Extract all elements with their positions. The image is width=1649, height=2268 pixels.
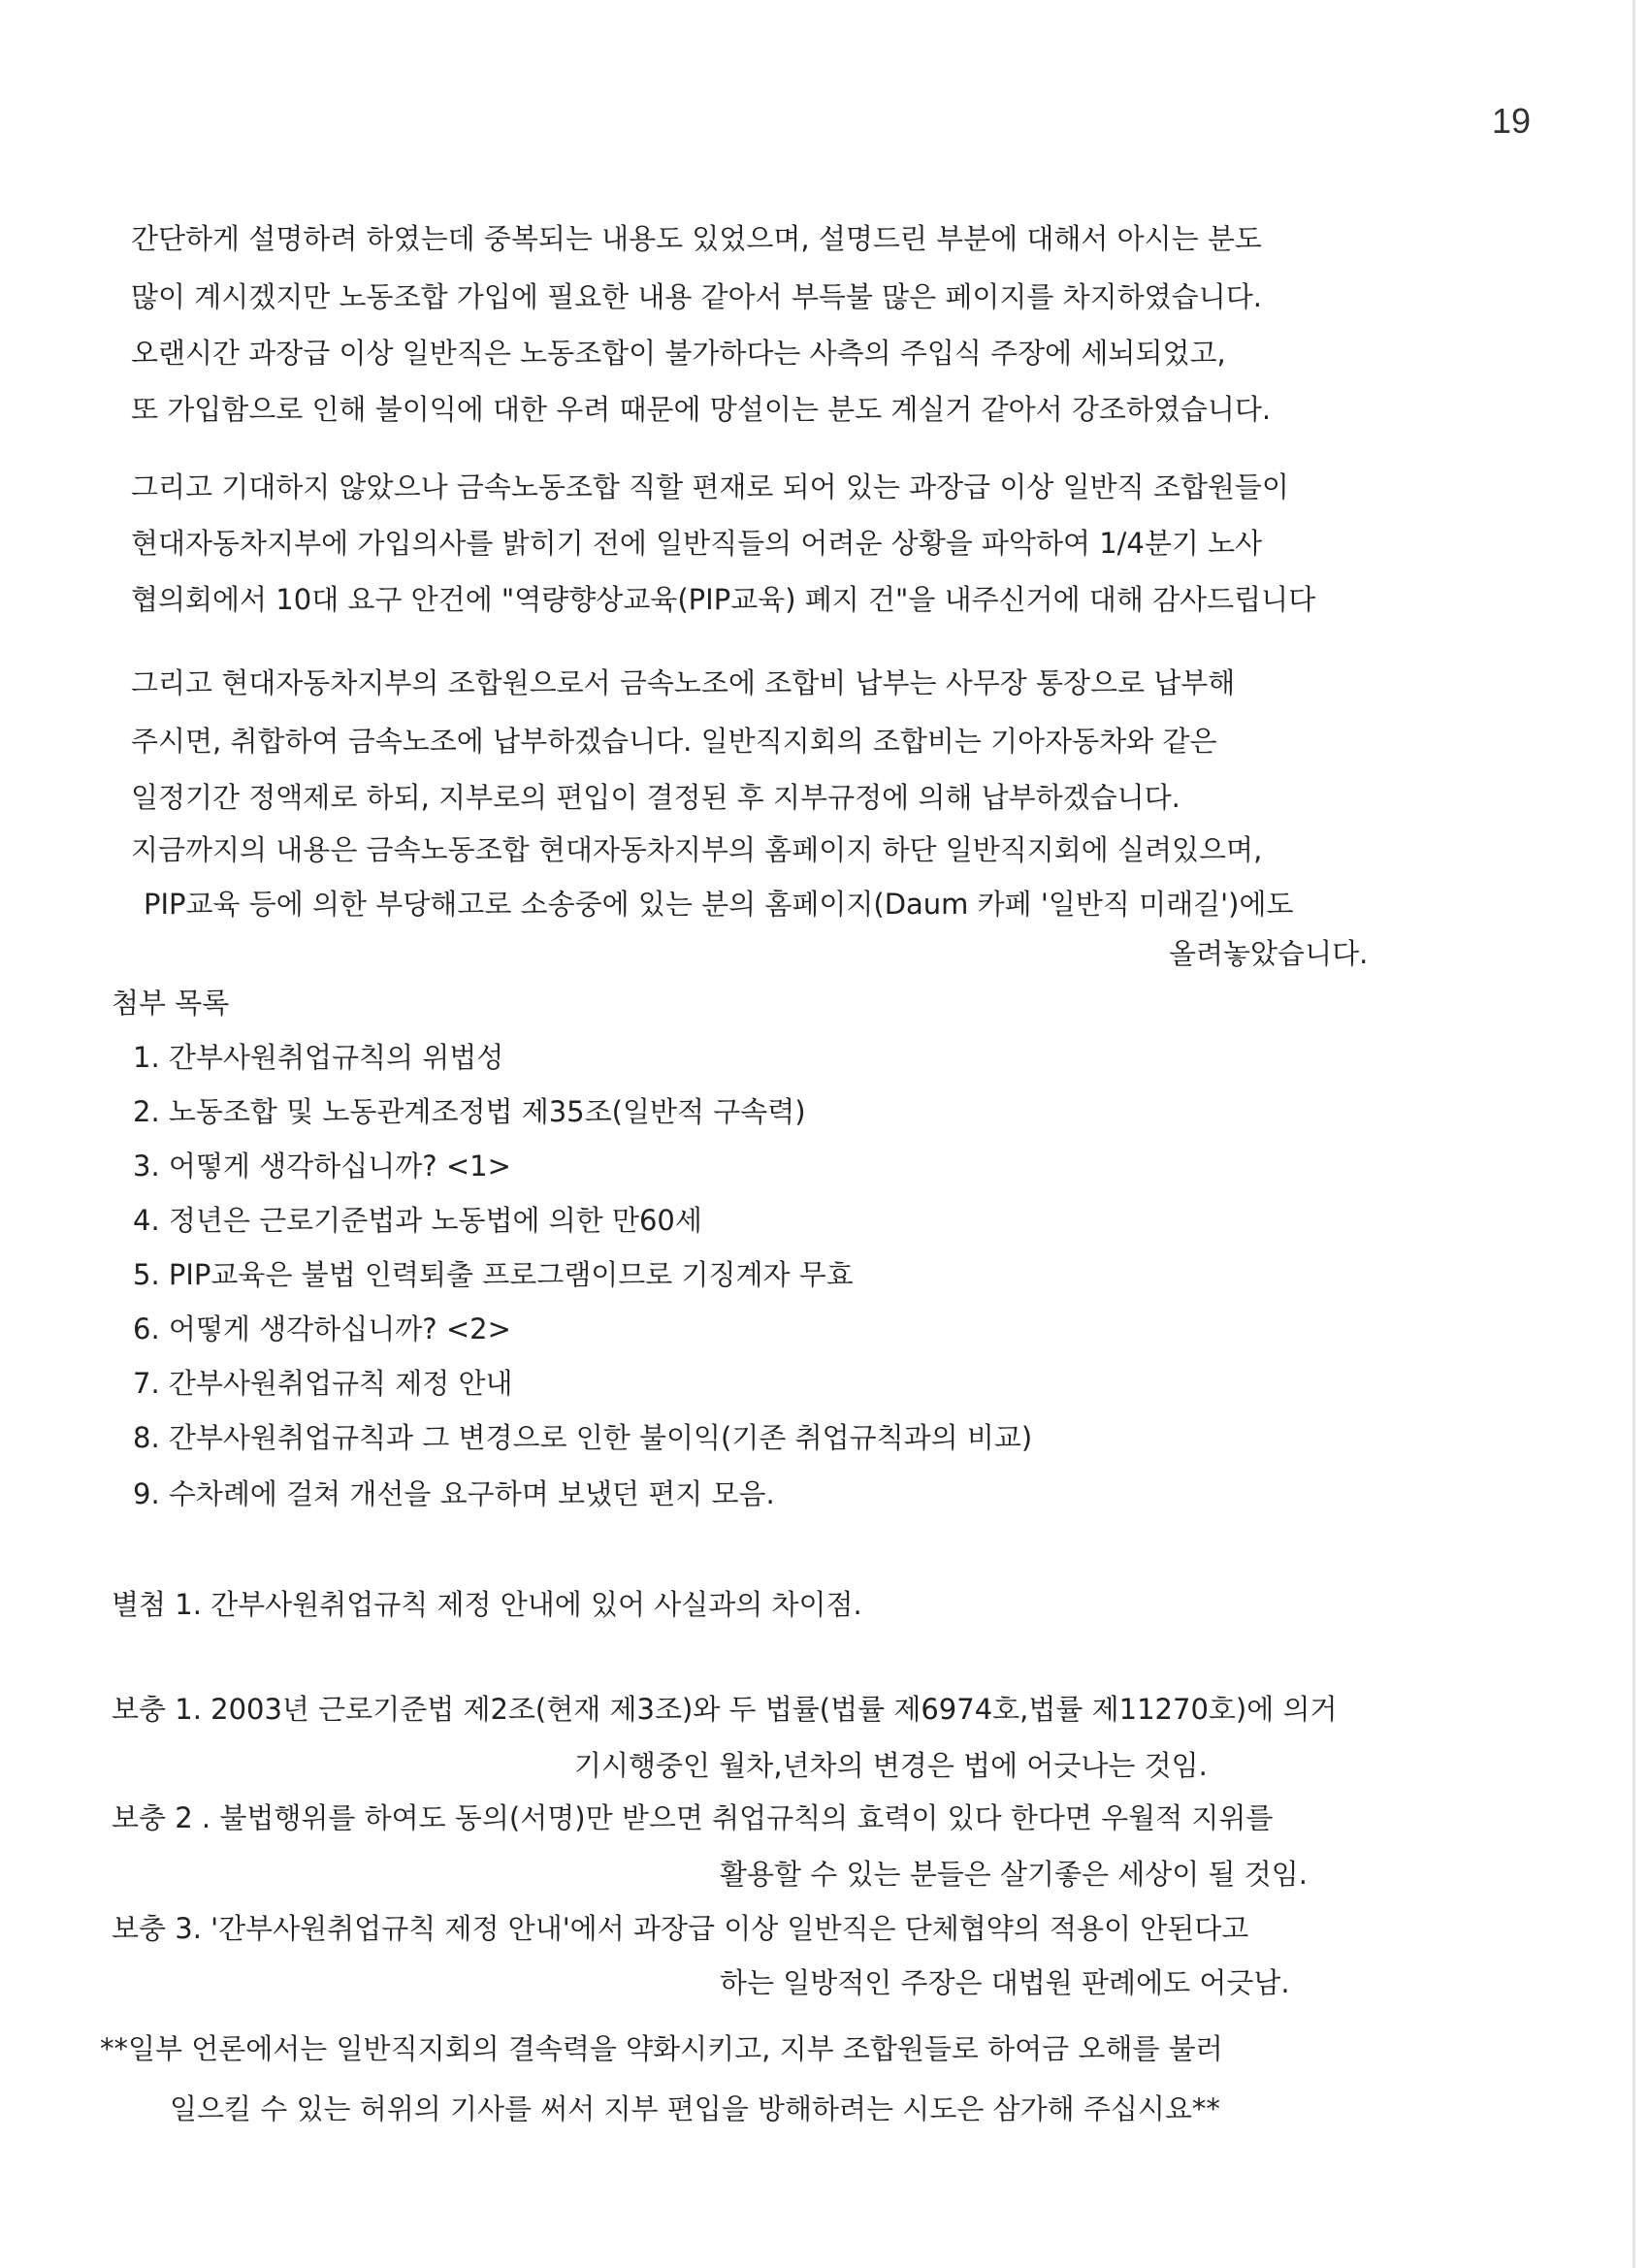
supplement-line: 활용할 수 있는 분들은 살기좋은 세상이 될 것임. (720, 1858, 1309, 1891)
page-edge (1633, 0, 1635, 2268)
paragraph-line: 간단하게 설명하려 하였는데 중복되는 내용도 있었으며, 설명드린 부분에 대해서 아시는 분도 (131, 222, 1262, 255)
notice-line: 일으킬 수 있는 허위의 기사를 써서 지부 편입을 방해하려는 시도은 삼가해 주십시요** (170, 2092, 1220, 2125)
supplement-line: 보충 3. '간부사원취업규칙 제정 안내'에서 과장급 이상 일반직은 단체협약의 적용이 안된다고 (112, 1912, 1249, 1945)
attachments-heading: 첨부 목록 (112, 987, 230, 1020)
attachment-item: 4. 정년은 근로기준법과 노동법에 의한 만60세 (133, 1204, 702, 1237)
supplement-line: 하는 일방적인 주장은 대법원 판례에도 어긋남. (720, 1966, 1290, 1999)
attachment-item: 5. PIP교육은 불법 인력퇴출 프로그램이므로 기징계자 무효 (133, 1258, 854, 1291)
paragraph-line: 그리고 기대하지 않았으나 금속노동조합 직할 편재로 되어 있는 과장급 이상 일반직 조합원들이 (131, 470, 1289, 503)
paragraph-line: 올려놓았습니다. (1169, 937, 1369, 970)
paragraph-line: 오랜시간 과장급 이상 일반직은 노동조합이 불가하다는 사측의 주입식 주장에 세뇌되었고, (131, 337, 1226, 370)
paragraph-line: 지금까지의 내용은 금속노동조합 현대자동차지부의 홈페이지 하단 일반직지회에 실려있으며, (131, 833, 1263, 866)
attachment-item: 8. 간부사원취업규칙과 그 변경으로 인한 불이익(기존 취업규칙과의 비교) (133, 1421, 1033, 1454)
notice-line: **일부 언론에서는 일반직지회의 결속력을 약화시키고, 지부 조합원들로 하여금 오해를 불러 (100, 2032, 1223, 2065)
paragraph-line: PIP교육 등에 의한 부당해고로 소송중에 있는 분의 홈페이지(Daum 카페 '일반직 미래길')에도 (144, 888, 1294, 921)
paragraph-line: 현대자동차지부에 가입의사를 밝히기 전에 일반직들의 어려운 상황을 파악하여 1/4분기 노사 (131, 527, 1263, 560)
attachment-item: 3. 어떻게 생각하십니까? <1> (133, 1150, 511, 1183)
separate-attachment: 별첨 1. 간부사원취업규칙 제정 안내에 있어 사실과의 차이점. (112, 1588, 862, 1621)
attachment-item: 1. 간부사원취업규칙의 위법성 (133, 1041, 504, 1074)
paragraph-line: 또 가입함으로 인해 불이익에 대한 우려 때문에 망설이는 분도 계실거 같아서 강조하였습니다. (131, 393, 1272, 426)
paragraph-line: 주시면, 취합하여 금속노조에 납부하겠습니다. 일반직지회의 조합비는 기아자동차와 같은 (131, 725, 1217, 758)
supplement-line: 보충 2 . 불법행위를 하여도 동의(서명)만 받으면 취업규칙의 효력이 있다 한다면 우월적 지위를 (112, 1801, 1274, 1834)
paragraph-line: 협의회에서 10대 요구 안건에 "역량향상교육(PIP교육) 폐지 건"을 내주신거에 대해 감사드립니다 (131, 583, 1316, 616)
attachment-item: 7. 간부사원취업규칙 제정 안내 (133, 1367, 513, 1400)
paragraph-line: 일정기간 정액제로 하되, 지부로의 편입이 결정된 후 지부규정에 의해 납부하겠습니다. (131, 781, 1180, 814)
supplement-line: 보충 1. 2003년 근로기준법 제2조(현재 제3조)와 두 법률(법률 제6974호,법률 제11270호)에 의거 (112, 1693, 1338, 1726)
attachment-item: 9. 수차례에 걸쳐 개선을 요구하며 보냈던 편지 모음. (133, 1477, 775, 1510)
paragraph-line: 그리고 현대자동차지부의 조합원으로서 금속노조에 조합비 납부는 사무장 통장으로 납부해 (131, 666, 1236, 699)
paragraph-line: 많이 계시겠지만 노동조합 가입에 필요한 내용 같아서 부득불 많은 페이지를 차지하였습니다. (131, 280, 1262, 313)
attachment-item: 6. 어떻게 생각하십니까? <2> (133, 1312, 511, 1345)
supplement-line: 기시행중인 월차,년차의 변경은 법에 어긋나는 것임. (574, 1749, 1208, 1782)
page-number: 19 (1492, 101, 1532, 141)
attachment-item: 2. 노동조합 및 노동관계조정법 제35조(일반적 구속력) (133, 1095, 806, 1128)
